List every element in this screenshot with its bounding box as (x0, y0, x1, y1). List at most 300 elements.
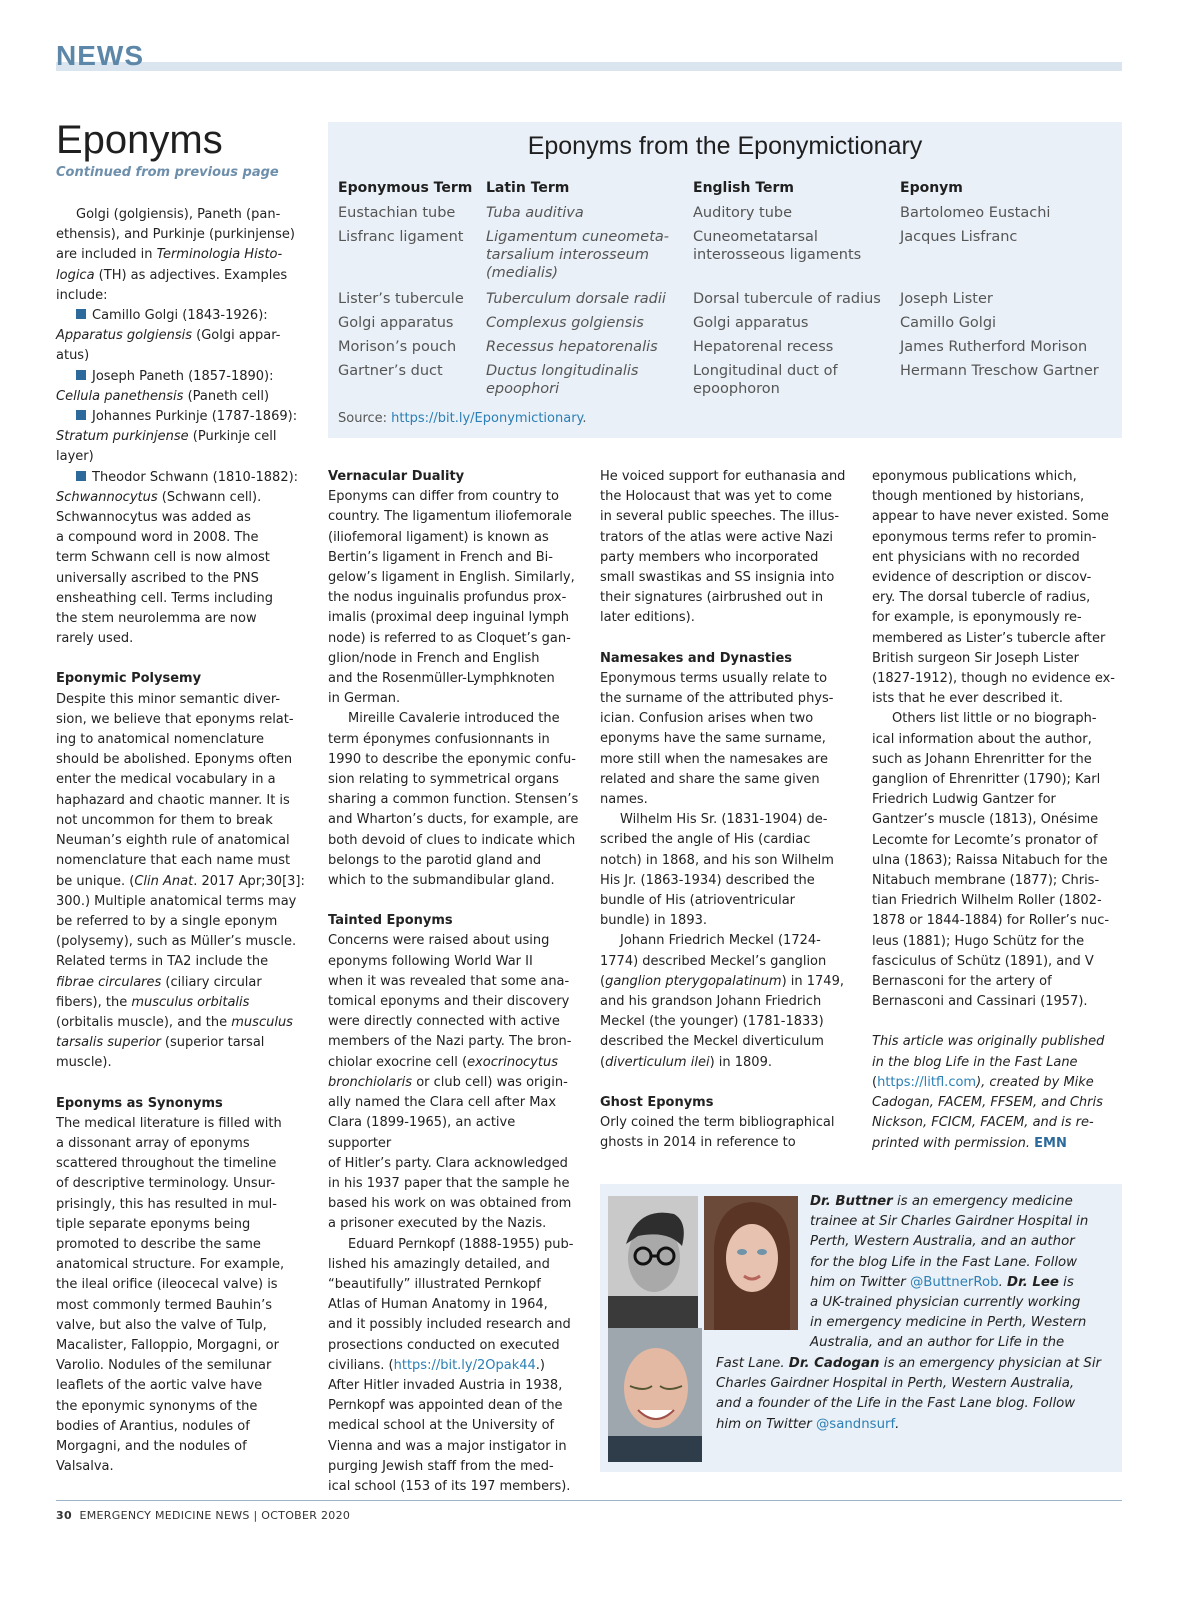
text-line: His Jr. (1863-1934) described the (600, 872, 815, 888)
text-line: He voiced support for euthanasia and (600, 469, 846, 484)
text-line: scattered throughout the timeline (56, 1156, 277, 1172)
table-header-eponym: Eponym (900, 180, 963, 196)
bio-text-bottom (716, 1354, 1116, 1435)
text-line: After Hitler invaded Austria in 1938, (328, 1377, 563, 1393)
text-line: in the blog Life in the Fast Lane (872, 1054, 1078, 1070)
text-line: described the Meckel diverticulum (600, 1034, 824, 1050)
text-line: Macalister, Falloppio, Morgagni, or (56, 1337, 279, 1353)
text-line: eponymous terms refer to promin- (872, 529, 1097, 545)
text-line (872, 1073, 1124, 1093)
text-span: ( (600, 1054, 606, 1070)
text-line: the stem neurolemma are now (56, 611, 257, 627)
paragraph-clara (328, 1093, 580, 1234)
text-line: for example, is eponymously re- (872, 610, 1082, 626)
text-line: the eponymic synonyms of the (56, 1398, 258, 1414)
paragraph-others (872, 709, 1124, 1012)
text-span: chiolar exocrine cell ( (328, 1054, 468, 1070)
text-span: .) (535, 1357, 545, 1373)
paragraph-his (600, 810, 854, 931)
footer-text: EMERGENCY MEDICINE NEWS | OCTOBER 2020 (79, 1509, 351, 1522)
text-italic: Schwannocytus (56, 489, 158, 505)
paragraph-polysemy-cont (56, 892, 306, 973)
text-line: Nickson, FCICM, FACEM, and is re- (872, 1115, 1094, 1131)
table-header-latin: Latin Term (486, 180, 570, 196)
litfl-link[interactable]: https://litfl.com (877, 1074, 977, 1090)
text-span: ( (872, 1074, 878, 1090)
text-line: and Wharton’s ducts, for example, are (328, 812, 579, 828)
text-line: atus) (56, 348, 90, 364)
text-italic: musculus orbitalis (131, 994, 250, 1010)
text-line: ical information about the author, (872, 731, 1092, 747)
text-line: Charles Gairdner Hospital in Perth, Western Australia, (716, 1376, 1075, 1392)
twitter-handle-link[interactable]: @sandnsurf (816, 1416, 896, 1432)
text-line: bundle of His (atrioventricular (600, 893, 796, 909)
bullet-item (56, 407, 306, 427)
table-source (338, 411, 587, 426)
text-line: 1990 to describe the eponymic confu- (328, 751, 576, 767)
text-line (56, 427, 306, 447)
text-span: him on Twitter (810, 1274, 910, 1290)
text-line: tomical eponyms and their discovery (328, 994, 570, 1010)
text-line: eponymous publications which, (872, 469, 1077, 484)
text-line: ical school (153 of its 197 members). (328, 1478, 571, 1494)
text-line: sharing a common function. Stensen’s (328, 792, 579, 808)
text-span: Joseph Paneth (1857-1890): (92, 368, 274, 384)
text-line: which to the submandibular gland. (328, 873, 555, 889)
text-line: Bertin’s ligament in French and Bi- (328, 549, 553, 565)
text-line: Eduard Pernkopf (1888-1955) pub- (348, 1236, 574, 1252)
text-line: Perth, Western Australia, and an author (810, 1234, 1075, 1250)
text-line: in his 1937 paper that the sample he (328, 1175, 570, 1191)
text-line: ethensis), and Purkinje (purkinjense) (56, 227, 295, 243)
text-line: Mireille Cavalerie introduced the (348, 711, 560, 727)
text-line: Clara (1899-1965), an active supporter (328, 1115, 516, 1151)
text-span: Camillo Golgi (1843-1926): (92, 308, 268, 324)
subhead-synonyms: Eponyms as Synonyms (56, 1095, 223, 1111)
text-line: (polysemy), such as Müller’s muscle. (56, 934, 297, 950)
page-footer (56, 1509, 350, 1522)
text-line: more still when the namesakes are (600, 751, 828, 767)
text-line: and his grandson Johann Friedrich (600, 994, 822, 1010)
note-lines (872, 1032, 1124, 1072)
text-line: muscle). (56, 1055, 112, 1071)
cell-english: Cuneometatarsal interosseous ligaments (693, 229, 862, 263)
cell-term: Morison’s pouch (338, 339, 457, 355)
twitter-handle-link[interactable]: @ButtnerRob (910, 1274, 999, 1290)
text-line: in several public speeches. The illus- (600, 509, 840, 525)
text-line: Eponyms can differ from country to (328, 489, 559, 505)
text-italic: ganglion pterygopalatinum (605, 973, 782, 989)
bullet-square-icon (76, 410, 86, 420)
text-line (872, 1134, 1124, 1154)
cell-latin: Recessus hepatorenalis (486, 339, 658, 355)
text-line: ent physicians with no recorded (872, 549, 1080, 565)
text-span: . (895, 1416, 900, 1432)
pernkopf-link[interactable]: https://bit.ly/2Opak44 (393, 1357, 536, 1373)
text-line: valve, but also the valve of Tulp, (56, 1317, 267, 1333)
text-line: Eponymous terms usually relate to (600, 670, 828, 686)
text-line: the Holocaust that was yet to come (600, 489, 833, 505)
text-italic: diverticulum ilei (605, 1054, 710, 1070)
cell-term: Eustachian tube (338, 205, 456, 221)
bullet-item (56, 468, 306, 488)
text-span: . 2017 Apr;30[3]: (193, 873, 305, 889)
text-line: bundle) in 1893. (600, 913, 707, 929)
text-line: tiple separate eponyms being (56, 1216, 251, 1232)
text-line: ician. Confusion arises when two (600, 711, 814, 727)
text-line: a prisoner executed by the Nazis. (328, 1216, 547, 1232)
text-line (56, 872, 306, 892)
source-link[interactable]: https://bit.ly/Eponymictionary (391, 411, 583, 426)
paragraph-pernkopf-cont (328, 1376, 580, 1497)
text-line: leus (1881); Hugo Schütz for the (872, 933, 1085, 949)
paragraph-synonyms (56, 1114, 306, 1478)
text-line: country. The ligamentum iliofemorale (328, 509, 572, 525)
cell-eponym: Hermann Treschow Gartner (900, 363, 1099, 379)
header-bar (56, 62, 1122, 71)
text-line: ulna (1863); Raissa Nitabuch for the (872, 852, 1108, 868)
text-line: ghosts in 2014 in reference to (600, 1135, 796, 1151)
text-line: Valsalva. (56, 1459, 114, 1475)
subhead-vernacular: Vernacular Duality (328, 469, 465, 484)
text-line: Bernasconi for the artery of (872, 974, 1052, 990)
text-span: are included in (56, 247, 157, 263)
bullet-square-icon (76, 309, 86, 319)
cell-english: Golgi apparatus (693, 315, 809, 331)
text-line: term éponymes confusionnants in (328, 731, 550, 747)
text-line: term Schwann cell is now almost (56, 550, 270, 566)
text-line (56, 488, 306, 508)
text-line: a compound word in 2008. The (56, 530, 259, 546)
cell-latin: Tuba auditiva (486, 205, 584, 221)
cell-latin: Complexus golgiensis (486, 315, 644, 331)
paragraph-ghost-cont (872, 467, 1124, 709)
text-line: a dissonant array of eponyms (56, 1135, 250, 1151)
section-label: NEWS (56, 40, 144, 71)
cell-english: Auditory tube (693, 205, 793, 221)
text-line: lished his amazingly detailed, and (328, 1256, 550, 1272)
text-line: Bernasconi and Cassinari (1957). (872, 994, 1088, 1010)
text-span: printed with permission. (872, 1135, 1035, 1151)
cell-term: Gartner’s duct (338, 363, 443, 379)
column-4 (872, 467, 1124, 1154)
text-italic: exocrinocytus (467, 1054, 558, 1070)
paragraph-meckel-cont (600, 992, 854, 1053)
paragraph-meckel (600, 931, 854, 971)
subhead-tainted: Tainted Eponyms (328, 913, 453, 929)
text-span: ) in 1809. (709, 1054, 772, 1070)
text-line: and it possibly included research and (328, 1317, 571, 1333)
text-line: ganglion of Ehrenritter (1790); Karl (872, 772, 1101, 788)
text-line: later editions). (600, 610, 695, 626)
text-line: ists that he ever described it. (872, 691, 1064, 707)
text-line (600, 1053, 854, 1073)
text-line: of Hitler’s party. Clara acknowledged (328, 1155, 568, 1171)
subhead-ghost: Ghost Eponyms (600, 1094, 714, 1110)
text-line: evidence of description or discov- (872, 570, 1092, 586)
text-line: 1774) described Meckel’s ganglion (600, 953, 827, 969)
text-line: sion relating to symmetrical organs (328, 772, 559, 788)
text-line: fasciculus of Schütz (1891), and V (872, 953, 1094, 969)
text-italic: Apparatus golgiensis (56, 328, 192, 344)
text-line: such as Johann Ehrenritter for the (872, 751, 1092, 767)
text-line: gelow’s ligament in English. Similarly, (328, 570, 575, 586)
text-span: (Golgi appar- (192, 328, 281, 344)
author-name: Dr. Buttner (810, 1194, 893, 1209)
text-line: their signatures (airbrushed out in (600, 590, 824, 606)
buttner-photo (608, 1196, 698, 1330)
source-label: Source: (338, 411, 392, 426)
author-bio-box (600, 1184, 1122, 1472)
text-line: were directly connected with active (328, 1014, 560, 1030)
text-line: trainee at Sir Charles Gairdner Hospital in (810, 1214, 1089, 1230)
text-line: and the Rosenmüller-Lymphknoten (328, 671, 555, 687)
text-span: is an emergency medicine (892, 1194, 1073, 1209)
column-2 (328, 467, 580, 1497)
text-italic: musculus (231, 1014, 293, 1030)
text-line (328, 1053, 580, 1073)
text-line: rarely used. (56, 631, 134, 647)
text-span: or club cell) was origin- (412, 1074, 568, 1090)
text-line: members of the Nazi party. The bron- (328, 1034, 572, 1050)
text-line: node) is referred to as Cloquet’s gan- (328, 630, 571, 646)
paragraph-pernkopf (328, 1235, 580, 1356)
paragraph-polysemy (56, 690, 306, 872)
article-title: Eponyms (56, 118, 223, 162)
table-header-term: Eponymous Term (338, 180, 473, 196)
page-number: 30 (56, 1509, 72, 1522)
text-line: leaflets of the aortic valve have (56, 1378, 263, 1394)
text-line: anatomical structure. For example, (56, 1257, 285, 1273)
text-span: (Paneth cell) (183, 388, 270, 404)
text-line: prosections conducted on executed (328, 1337, 560, 1353)
text-line: most commonly termed Bauhin’s (56, 1297, 273, 1313)
cell-eponym: James Rutherford Morison (900, 339, 1088, 355)
bullet-item (56, 367, 306, 387)
text-italic: Terminologia Histo- (156, 247, 283, 263)
bullet-square-icon (76, 370, 86, 380)
text-line: (iliofemoral ligament) is known as (328, 529, 549, 545)
cell-eponym: Joseph Lister (900, 291, 993, 307)
publication-note (872, 1032, 1124, 1153)
paragraph-euthanasia (600, 467, 854, 629)
text-line: Pernkopf was appointed dean of the (328, 1398, 563, 1414)
text-line: ing to anatomical nomenclature (56, 732, 264, 748)
text-line: Vienna and was a major instigator in (328, 1438, 567, 1454)
text-line: enter the medical vocabulary in a (56, 772, 276, 788)
text-line: and a founder of the Life in the Fast Lane blog. Follow (716, 1396, 1076, 1412)
text-italic: bronchiolaris (328, 1074, 413, 1090)
text-line (716, 1354, 1116, 1374)
text-line: both devoid of clues to indicate which (328, 832, 576, 848)
text-line (56, 993, 306, 1013)
text-line: though mentioned by historians, (872, 489, 1085, 505)
text-line: trators of the atlas were active Nazi (600, 529, 833, 545)
cell-latin: Ligamentum cuneometa-tarsalium interosseum (medialis) (486, 229, 670, 281)
text-line: be referred to by a single eponym (56, 913, 278, 929)
cell-term: Golgi apparatus (338, 315, 454, 331)
text-line: universally ascribed to the PNS (56, 570, 259, 586)
text-italic: logica (56, 267, 95, 283)
text-line: scribed the angle of His (cardiac (600, 832, 811, 848)
text-line: Neuman’s eighth rule of anatomical (56, 833, 290, 849)
text-line: eponyms have the same surname, (600, 731, 826, 747)
footer-rule (56, 1500, 1122, 1501)
cell-english: Dorsal tubercule of radius (693, 291, 881, 307)
text-line: party members who incorporated (600, 549, 819, 565)
text-line: Nitabuch membrane (1877); Chris- (872, 873, 1100, 889)
text-span: is (1058, 1274, 1074, 1290)
cell-eponym: Camillo Golgi (900, 315, 997, 331)
paragraph-cavalerie (328, 709, 580, 891)
author-name: Dr. Lee (1007, 1274, 1059, 1290)
text-line: Orly coined the term bibliographical (600, 1115, 835, 1131)
text-line: of descriptive terminology. Unsur- (56, 1176, 276, 1192)
text-line (56, 245, 306, 265)
column-1 (56, 205, 306, 1477)
text-line: 300.) Multiple anatomical terms may (56, 893, 297, 909)
text-italic: Clin Anat (134, 873, 194, 889)
text-span: ), created by Mike (976, 1074, 1094, 1090)
text-line (600, 972, 854, 992)
cell-latin: Ductus longitudinalis epoophori (486, 363, 639, 397)
cell-term: Lisfranc ligament (338, 229, 464, 245)
text-line (56, 1013, 306, 1033)
text-line (716, 1415, 1116, 1435)
text-line: small swastikas and SS insignia into (600, 570, 835, 586)
cell-term: Lister’s tubercule (338, 291, 464, 307)
continued-note: Continued from previous page (56, 165, 279, 180)
text-span: be unique. ( (56, 873, 135, 889)
author-name: Dr. Cadogan (788, 1356, 880, 1371)
text-line (56, 387, 306, 407)
text-line (810, 1192, 1110, 1212)
text-italic: Cellula panethensis (56, 388, 184, 404)
text-line: the surname of the attributed phys- (600, 691, 834, 707)
text-line: Despite this minor semantic diver- (56, 691, 281, 707)
paragraph-vernacular (328, 487, 580, 709)
text-line: imalis (proximal deep inguinal lymph (328, 610, 569, 626)
text-line: bodies of Arantius, nodules of (56, 1418, 250, 1434)
text-span: fibers), the (56, 994, 132, 1010)
text-line: Concerns were raised about using (328, 933, 550, 949)
cell-latin: Tuberculum dorsale radii (486, 291, 666, 307)
text-line: should be abolished. Eponyms often (56, 752, 293, 768)
table-title: Eponyms from the Eponymictionary (527, 132, 923, 160)
table-header-english: English Term (693, 180, 795, 196)
text-italic: Stratum purkinjense (56, 429, 189, 445)
text-line: when it was revealed that some ana- (328, 973, 570, 989)
text-line: purging Jewish staff from the med- (328, 1458, 554, 1474)
text-line: Others list little or no biograph- (892, 711, 1097, 727)
paragraph-namesakes (600, 669, 854, 810)
lee-photo (704, 1196, 798, 1330)
text-line: the ileal orifice (ileocecal valve) is (56, 1277, 278, 1293)
text-span: (Purkinje cell (188, 429, 277, 445)
text-line: a UK-trained physician currently working (810, 1295, 1081, 1311)
text-span: civilians. ( (328, 1357, 394, 1373)
paragraph-tainted (328, 931, 580, 1052)
bullet-item (56, 306, 306, 326)
text-line: eponyms following World War II (328, 953, 533, 969)
text-line: tian Friedrich Wilhelm Roller (1802- (872, 893, 1102, 909)
text-span: is an emergency physician at Sir (879, 1356, 1102, 1371)
cell-eponym: Jacques Lisfranc (900, 229, 1018, 245)
text-line: haphazard and chaotic manner. It is (56, 792, 290, 808)
text-line: appear to have never existed. Some (872, 509, 1109, 525)
text-span: him on Twitter (716, 1416, 816, 1432)
text-line (328, 1356, 580, 1376)
text-line: the nodus inguinalis profundus prox- (328, 590, 567, 606)
cell-eponym: Bartolomeo Eustachi (900, 205, 1051, 221)
text-span: Theodor Schwann (1810-1882): (92, 469, 299, 485)
text-line: not uncommon for them to break (56, 812, 273, 828)
text-line: 1878 or 1844-1884) for Roller’s nuc- (872, 913, 1110, 929)
text-span: (orbitalis muscle), and the (56, 1014, 232, 1030)
text-line: Gantzer’s muscle (1813), Onésime (872, 812, 1099, 828)
subhead-namesakes: Namesakes and Dynasties (600, 650, 793, 666)
text-line: Friedrich Ludwig Gantzer for (872, 792, 1056, 808)
text-line: medical school at the University of (328, 1418, 555, 1434)
text-line (328, 1073, 580, 1093)
text-line: belongs to the parotid gland and (328, 852, 542, 868)
text-line: Golgi (golgiensis), Paneth (pan- (76, 207, 281, 222)
cell-english: Hepatorenal recess (693, 339, 834, 355)
text-line: nomenclature that each name must (56, 853, 291, 869)
text-line: The medical literature is filled with (56, 1115, 282, 1131)
text-line: sion, we believe that eponyms relat- (56, 711, 294, 727)
text-line: in emergency medicine in Perth, Western (810, 1315, 1087, 1331)
text-line: (1827-1912), though no evidence ex- (872, 671, 1115, 687)
text-line (56, 266, 306, 286)
text-line: “beautifully” illustrated Pernkopf (328, 1276, 541, 1292)
eponym-table (328, 122, 1122, 438)
bullet-square-icon (76, 471, 86, 481)
column-3 (600, 467, 854, 1154)
text-line: Johann Friedrich Meckel (1724- (620, 933, 821, 949)
text-line: This article was originally published (872, 1034, 1105, 1050)
text-span: (Schwann cell). (157, 489, 262, 505)
text-line (56, 973, 306, 993)
text-italic: tarsalis superior (56, 1035, 161, 1051)
text-span: . (998, 1274, 1008, 1290)
text-line: Related terms in TA2 include the (56, 954, 269, 970)
text-span: (superior tarsal (160, 1035, 265, 1051)
text-span: (TH) as adjectives. Examples (94, 267, 288, 283)
text-line: include: (56, 287, 108, 303)
text-line: layer) (56, 449, 94, 465)
text-line: notch) in 1868, and his son Wilhelm (600, 852, 834, 868)
cadogan-photo (608, 1328, 702, 1462)
note-lines (872, 1093, 1124, 1133)
paragraph-ghost (600, 1113, 854, 1153)
text-line: for the blog Life in the Fast Lane. Follow (810, 1254, 1078, 1270)
text-line: prisingly, this has resulted in mul- (56, 1196, 277, 1212)
text-line: names. (600, 792, 648, 808)
text-line: in German. (328, 691, 401, 707)
emn-tag: EMN (1034, 1135, 1067, 1151)
text-line (56, 326, 306, 346)
text-line: Schwannocytus was added as (56, 510, 251, 526)
text-line: Morgagni, and the nodules of (56, 1438, 247, 1454)
text-span: (ciliary circular (161, 974, 262, 990)
text-line: based his work on was obtained from (328, 1196, 572, 1212)
text-italic: fibrae circulares (56, 974, 162, 990)
text-line (56, 1033, 306, 1053)
section-header (56, 40, 1122, 74)
text-line: related and share the same given (600, 771, 820, 787)
text-span: Fast Lane. (716, 1356, 789, 1371)
